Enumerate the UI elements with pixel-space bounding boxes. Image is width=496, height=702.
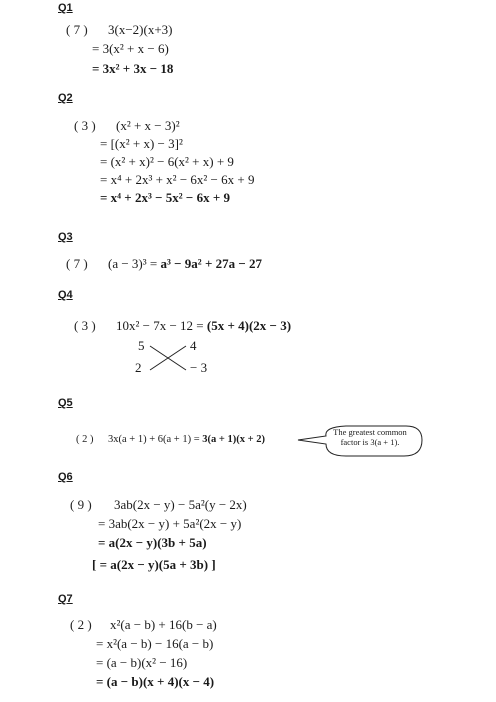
q6-line-1: 3ab(2x − y) − 5a²(y − 2x) bbox=[114, 497, 247, 512]
q2-problem-number: ( 3 ) bbox=[74, 118, 96, 133]
q1-line-2: = 3(x² + x − 6) bbox=[92, 41, 169, 56]
q4-problem-number: ( 3 ) bbox=[74, 318, 96, 333]
q6-alt-answer: [ = a(2x − y)(5a + 3b) ] bbox=[92, 557, 216, 572]
q1-heading: Q1 bbox=[58, 2, 73, 14]
q7-answer: = (a − b)(x + 4)(x − 4) bbox=[96, 674, 215, 689]
q4-expr: 10x² − 7x − 12 = bbox=[116, 318, 204, 333]
q1-problem-number: ( 7 ) bbox=[66, 22, 88, 37]
q6-line-2: = 3ab(2x − y) + 5a²(2x − y) bbox=[98, 516, 242, 531]
q6-answer: = a(2x − y)(3b + 5a) bbox=[98, 535, 207, 550]
q5-problem-number: ( 2 ) bbox=[76, 434, 94, 445]
q5-expr: 3x(a + 1) + 6(a + 1) = bbox=[108, 434, 200, 445]
q3-heading: Q3 bbox=[58, 231, 73, 243]
q4-heading: Q4 bbox=[58, 289, 73, 301]
q5-expression bbox=[108, 433, 265, 446]
q5-heading: Q5 bbox=[58, 397, 73, 409]
q7-line-3: = (a − b)(x² − 16) bbox=[96, 655, 188, 670]
q2-line-1: (x² + x − 3)² bbox=[116, 118, 180, 133]
q2-heading: Q2 bbox=[58, 92, 73, 104]
callout-note-line-1: The greatest common bbox=[333, 427, 407, 437]
cross-top-left: 5 bbox=[138, 338, 145, 353]
q2-answer: = x⁴ + 2x³ − 5x² − 6x + 9 bbox=[100, 190, 230, 205]
q6-problem-number: ( 9 ) bbox=[70, 497, 92, 512]
q5-answer: 3(a + 1)(x + 2) bbox=[202, 434, 265, 445]
q3-expression bbox=[108, 256, 262, 272]
q7-line-1: x²(a − b) + 16(b − a) bbox=[110, 617, 217, 632]
q2-line-4: = x⁴ + 2x³ + x² − 6x² − 6x + 9 bbox=[100, 172, 255, 187]
q1-answer: = 3x² + 3x − 18 bbox=[92, 61, 174, 76]
callout-note-line-2: factor is 3(a + 1). bbox=[340, 437, 400, 447]
q4-expression bbox=[116, 318, 291, 334]
cross-bottom-right: − 3 bbox=[190, 360, 208, 375]
q6-heading: Q6 bbox=[58, 471, 73, 483]
cross-multiplication-x-icon bbox=[138, 338, 218, 378]
q2-line-2: = [(x² + x) − 3]² bbox=[100, 136, 183, 151]
callout-note bbox=[322, 427, 418, 447]
q2-line-3: = (x² + x)² − 6(x² + x) + 9 bbox=[100, 154, 234, 169]
cross-bottom-left: 2 bbox=[135, 360, 142, 375]
q3-answer: a³ − 9a² + 27a − 27 bbox=[160, 256, 263, 271]
q7-problem-number: ( 2 ) bbox=[70, 617, 92, 632]
cross-top-right: 4 bbox=[190, 338, 197, 353]
q3-expr: (a − 3)³ = bbox=[108, 256, 158, 271]
q4-answer: (5x + 4)(2x − 3) bbox=[206, 318, 292, 333]
q1-line-1: 3(x−2)(x+3) bbox=[108, 22, 173, 37]
q7-line-2: = x²(a − b) − 16(a − b) bbox=[96, 636, 214, 651]
q7-heading: Q7 bbox=[58, 593, 73, 605]
q3-problem-number: ( 7 ) bbox=[66, 256, 88, 271]
